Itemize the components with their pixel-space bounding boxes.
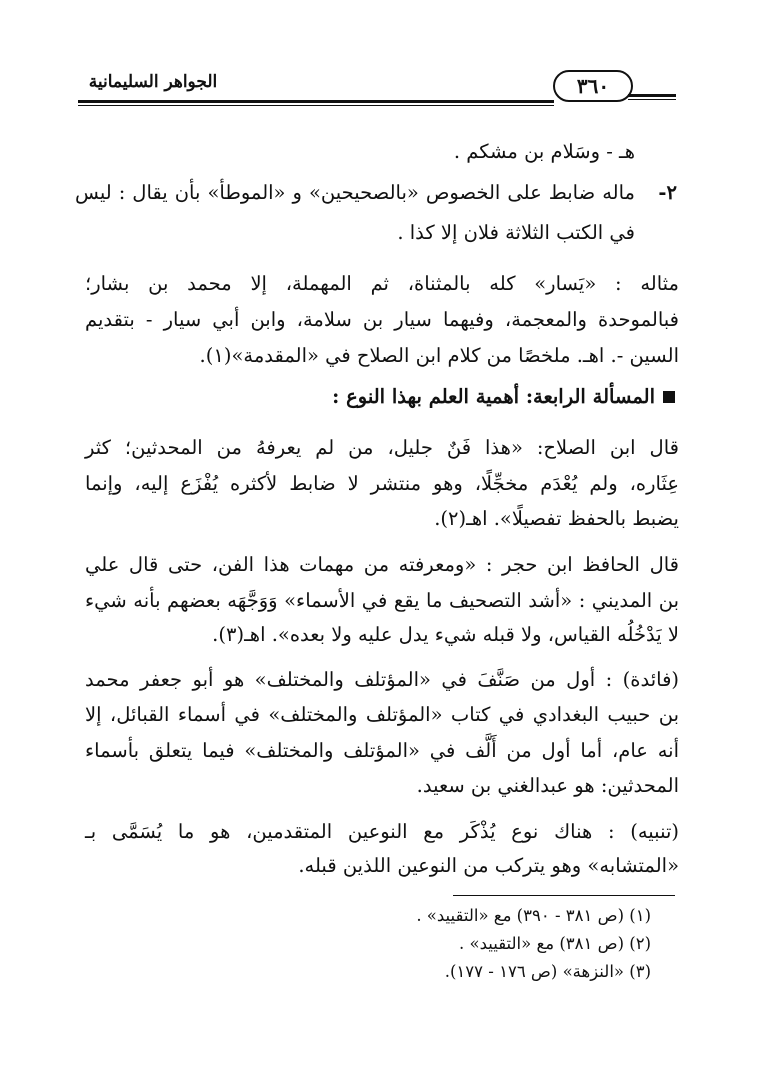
page-header	[78, 70, 678, 110]
text-line: بن حبيب البغدادي في كتاب «المؤتلف والمختلف» في أسماء القبائل، إلا	[85, 703, 679, 726]
list-number: ٢-	[658, 181, 677, 204]
text-line: ماله ضابط على الخصوص «بالصحيحين» و «الموطأ» بأن يقال : ليس	[75, 181, 635, 204]
text-line: في الكتب الثلاثة فلان إلا كذا .	[397, 221, 635, 244]
footnote: (١) (ص ٣٨١ - ٣٩٠) مع «التقييد» .	[416, 906, 651, 925]
square-bullet-icon	[663, 391, 675, 403]
footnote-rule	[453, 895, 675, 896]
text-line: (فائدة) : أول من صَنَّفَ في «المؤتلف والمختلف» هو أبو جعفر محمد	[85, 668, 679, 691]
text-line: «المتشابه» وهو يتركب من النوعين اللذين قبله.	[298, 854, 679, 877]
header-rule	[78, 100, 554, 103]
text-line: قال الحافظ ابن حجر : «ومعرفته من مهمات هذا الفن، حتى قال علي	[85, 553, 679, 576]
text-line: قال ابن الصلاح: «هذا فَنٌ جليل، من لم يعرفهُ من المحدثين؛ كثر	[85, 436, 679, 459]
section-heading: المسألة الرابعة: أهمية العلم بهذا النوع :	[332, 385, 655, 408]
text-line: السين -. اهـ. ملخصًا من كلام ابن الصلاح في «المقدمة»(١).	[199, 344, 679, 367]
footnote: (٢) (ص ٣٨١) مع «التقييد» .	[458, 934, 651, 953]
header-rule-thin	[78, 105, 554, 106]
text-line: بن المديني : «أشد التصحيف ما يقع في الأسماء» وَوَجَّهَه بعضهم بأنه شيء	[85, 589, 679, 612]
text-line: يضبط بالحفظ تفصيلًا». اهـ(٢).	[434, 507, 679, 530]
text-line: أنه عام، أما أول من أَلَّف في «المؤتلف والمختلف» فيما يتعلق بأسماء	[85, 739, 679, 762]
footnote: (٣) «النزهة» (ص ١٧٦ - ١٧٧).	[444, 962, 651, 981]
text-line: فبالموحدة والمعجمة، وفيهما سيار بن سلامة، وابن أبي سيار - بتقديم	[85, 308, 679, 331]
page-number: ٣٦٠	[553, 70, 633, 102]
text-line: هـ - وسَلام بن مشكم .	[453, 140, 635, 163]
text-line: (تنبيه) : هناك نوع يُذْكَر مع النوعين المتقدمين، هو ما يُسَمَّى بـ	[85, 820, 679, 843]
running-title: الجواهر السليمانية	[88, 72, 218, 92]
text-line: لا يَدْخُلُه القياس، ولا قبله شيء يدل عليه ولا بعده». اهـ(٣).	[212, 623, 679, 646]
header-rule-right	[628, 94, 676, 97]
text-line: مثاله : «يَسار» كله بالمثناة، ثم المهملة، إلا محمد بن بشار؛	[85, 272, 679, 295]
header-rule-right-thin	[628, 99, 676, 100]
text-line: المحدثين: هو عبدالغني بن سعيد.	[416, 774, 679, 797]
text-line: عِثَاره، ولم يُعْدَم مخجِّلًا، وهو منتشر لا ضابط لأكثره يُفْزَع إليه، وإنما	[85, 472, 679, 495]
